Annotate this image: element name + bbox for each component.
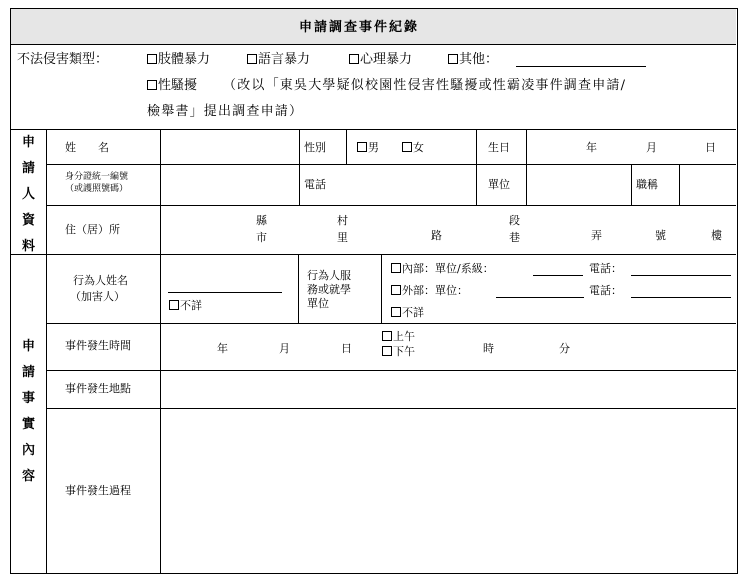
actor-external-option[interactable]: 外部：單位： [391,285,468,296]
checkbox[interactable] [448,54,458,64]
divider [299,129,300,205]
actor-name-unknown[interactable]: 不詳 [169,300,202,311]
incident-hour: 時 [483,342,494,355]
internal-phone-input-line[interactable] [631,275,731,276]
unit-label: 單位 [488,178,510,191]
section-label-applicant: 申 [22,135,36,150]
birthday-label: 生日 [488,141,510,154]
section-label-facts: 事 [22,391,36,406]
address-road: 路 [431,229,442,242]
divider [526,129,527,205]
address-city: 市 [256,231,267,244]
birthday-month: 月 [646,141,657,154]
time-am-option[interactable]: 上午 [382,331,415,342]
name-label: 姓 名 [65,141,109,154]
external-phone-input-line[interactable] [631,297,731,298]
checkbox[interactable] [382,331,392,341]
divider [46,205,736,206]
address-li: 里 [337,231,348,244]
incident-place-label: 事件發生地點 [65,382,131,395]
address-alley: 弄 [591,229,602,242]
section-label-facts: 內 [22,443,36,458]
divider [679,165,680,205]
divider [46,129,47,573]
divider [11,129,736,130]
address-label: 住（居）所 [65,223,120,236]
checkbox[interactable] [382,346,392,356]
divider [381,254,382,323]
internal-unit-input-line[interactable] [533,275,583,276]
section-label-applicant: 請 [22,161,36,176]
divider [46,164,736,165]
section-label-facts: 實 [22,417,36,432]
form-title: 申請調查事件紀錄 [299,20,420,35]
id-number-label-sub: （或護照號碼） [65,184,129,194]
actor-unit-unknown[interactable]: 不詳 [391,307,424,318]
gender-male[interactable]: 男 [357,142,379,153]
external-phone-label: 電話： [589,284,622,297]
incident-process-label: 事件發生過程 [65,484,131,497]
incident-day: 日 [341,342,352,355]
checkbox[interactable] [391,285,401,295]
incident-minute: 分 [559,342,570,355]
section-label-facts: 請 [22,365,36,380]
option-verbal-violence[interactable]: 語言暴力 [247,53,310,66]
divider [11,44,736,45]
section-label-applicant: 資 [22,213,36,228]
checkbox[interactable] [391,263,401,273]
checkbox[interactable] [169,300,179,310]
actor-unit-label-2: 務或就學 [307,283,351,296]
address-village: 村 [337,214,348,227]
sexual-harassment-note-cont: 檢舉書」提出調查申請） [147,104,304,119]
gender-label: 性別 [304,141,326,154]
divider [46,370,736,371]
id-number-label: 身分證統一編號 [65,172,129,182]
birthday-year: 年 [586,141,597,154]
sexual-harassment-note: （改以「東吳大學疑似校園性侵害性騷擾或性霸凌事件調查申請/ [223,78,627,93]
violation-type-label: 不法侵害類型： [17,52,109,67]
divider [476,129,477,205]
incident-time-label: 事件發生時間 [65,339,131,352]
job-title-label: 職稱 [636,178,658,191]
internal-phone-label: 電話： [589,262,622,275]
checkbox[interactable] [391,307,401,317]
checkbox[interactable] [357,142,367,152]
option-other[interactable]: 其他： [448,53,498,66]
divider [11,254,736,255]
incident-year: 年 [217,342,228,355]
checkbox[interactable] [402,142,412,152]
section-label-applicant: 料 [22,239,36,254]
gender-female[interactable]: 女 [402,142,424,153]
section-label-facts: 申 [22,339,36,354]
divider [46,408,736,409]
actor-name-label-sub: （加害人） [70,290,125,303]
incident-month: 月 [279,342,290,355]
option-sexual-harassment[interactable]: 性騷擾 [147,79,197,92]
external-unit-input-line[interactable] [496,297,584,298]
divider [46,323,736,324]
actor-name-label: 行為人姓名 [73,274,128,287]
section-label-facts: 容 [22,469,36,484]
address-lane: 巷 [509,231,520,244]
actor-internal-option[interactable]: 內部：單位/系級： [391,263,494,274]
checkbox[interactable] [147,54,157,64]
divider [298,254,299,323]
option-psychological-violence[interactable]: 心理暴力 [349,53,412,66]
address-county: 縣 [256,214,267,227]
incident-record-form [10,8,738,574]
option-body-violence[interactable]: 肢體暴力 [147,53,210,66]
address-section: 段 [509,214,520,227]
address-number: 號 [655,229,666,242]
actor-name-input-line[interactable] [168,292,282,293]
checkbox[interactable] [247,54,257,64]
checkbox[interactable] [147,80,157,90]
divider [160,129,161,573]
birthday-day: 日 [705,141,716,154]
divider [346,129,347,165]
divider [631,165,632,205]
section-label-applicant: 人 [22,187,36,202]
checkbox[interactable] [349,54,359,64]
address-floor: 樓 [711,229,722,242]
phone-label: 電話 [304,178,326,191]
other-input-line[interactable] [516,66,646,67]
actor-unit-label-3: 單位 [307,297,329,310]
actor-unit-label: 行為人服 [307,269,351,282]
time-pm-option[interactable]: 下午 [382,346,415,357]
